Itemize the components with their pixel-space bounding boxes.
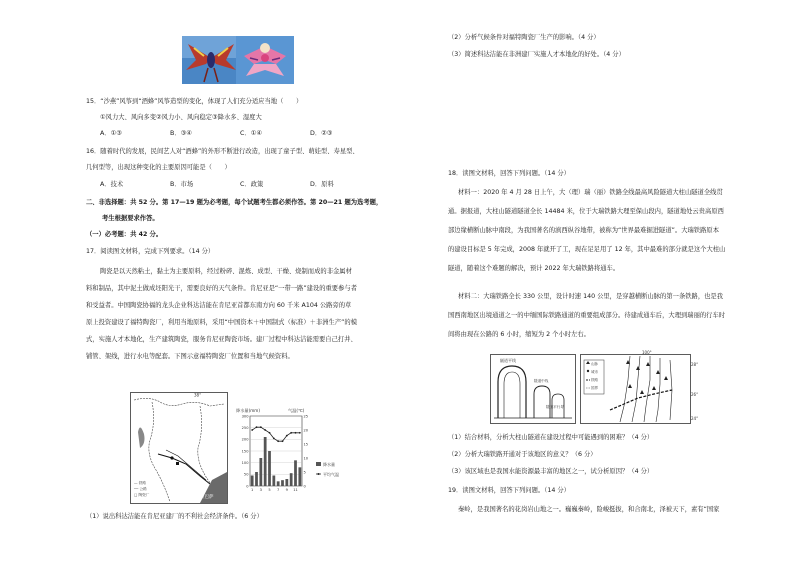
chart-x-tick-label: 5: [268, 488, 271, 492]
q17-para-line: 陶瓷是以天然粘土，黏土为主要原料，经过粉碎、混炼、成型、干燥、烧制而成的非金属材: [100, 268, 352, 275]
chart-y-tick-label: 200: [241, 437, 249, 442]
q18-sub3: （3）该区域也是我国水能资源最丰富的地区之一，试分析原因？（4 分）: [448, 468, 654, 475]
precip-bar: [298, 467, 301, 486]
temperature-point: [295, 432, 297, 434]
q15-option-c[interactable]: C．①④: [240, 130, 262, 137]
map-legend-border: 国界: [591, 386, 598, 390]
precip-bar: [285, 479, 288, 486]
fig-label-parallel: 隧道平行导: [546, 405, 564, 409]
temperature-point: [286, 435, 288, 437]
temperature-point: [299, 432, 301, 434]
precip-bar: [268, 451, 271, 486]
map-legend-factory: □ 陶瓷厂: [134, 493, 150, 497]
chart-y2-tick-label: 20: [303, 428, 309, 433]
map-latitude: 38°: [194, 392, 202, 398]
map-lat-28: 28°: [691, 362, 698, 367]
required-section-heading: （一）必考题：共 42 分。: [86, 231, 163, 238]
chart-x-tick-label: 9: [285, 488, 288, 492]
temperature-point: [256, 426, 258, 428]
map-legend-city: 城市: [591, 370, 598, 374]
temperature-point: [277, 440, 279, 442]
temperature-point: [269, 432, 271, 434]
q16-stem-line1: 16．随着时代的发展，民间艺人对“酒蜂”的外形不断进行改造，出现了童子型、萌娃型、寿星型、: [86, 148, 359, 155]
q18-sub2: （2）分析大瑞铁路开通对于该地区的意义？（6 分）: [448, 451, 597, 458]
map-lat-26: 26°: [691, 392, 698, 397]
map-label-ocean: 蒙巴萨: [200, 495, 214, 500]
map-legend-road: ── 公路: [134, 487, 147, 491]
chart-y-tick-label: 0: [246, 484, 249, 489]
legend-precip: 降水量: [323, 462, 335, 467]
chart-y-tick-label: 50: [243, 472, 249, 477]
q15-conditions: ①风力大、风向多变②风力小、风向稳定③降水多、湿度大: [100, 114, 262, 121]
chart-x-tick-label: 3: [259, 488, 262, 492]
chart-y2-tick-label: 5: [303, 470, 306, 475]
temperature-point: [264, 429, 266, 431]
chart-y2-tick-label: 15: [303, 442, 309, 447]
precip-bar: [272, 476, 275, 487]
q18-title: 18．读图文材料，回答下列问题。（14 分）: [448, 170, 570, 177]
q15-option-d[interactable]: D．②③: [310, 130, 333, 137]
map-lat-24: 24°: [691, 416, 698, 421]
q18-material1-line: 部边缘横断山脉中南段，为我国著名的滇西纵谷地带，被称为“世界最难掘进隧道”。大瑞铁路原本: [448, 227, 719, 234]
fig-label-center: 隧道中线: [534, 379, 549, 383]
q18-material1-line: 通。据报道，大柱山隧道隧道全长 14484 米，位于大瑞铁路大理至保山段内，隧道地处云贵高原西: [448, 208, 724, 215]
q17-para-line: 铺管、架线，进行水电等配套。下图示意福特陶瓷厂位置和当地气候资料。: [86, 353, 294, 360]
section-two-heading: 二、非选择题：共 52 分。第 17—19 题为必考题，每个试题考生都必须作答。第 20—21 题为选考题，: [86, 199, 383, 206]
q18-material2-line: 间将由现在公路的 6 小时，缩短为 2 个小时左右。: [448, 331, 590, 338]
precip-bar: [255, 472, 258, 486]
kite-image-left: [182, 36, 240, 84]
precip-bar: [264, 437, 267, 486]
q18-material2-line: 材料二：大瑞铁路全长 330 公里，设计时速 140 公里，是穿越横断山脉的第一条铁路，也是我: [458, 293, 724, 300]
fig-label-plane: 隧道平线: [500, 358, 516, 363]
q16-stem-line2: 几何型等，出现这种变化的主要原因可能是（ ）: [86, 164, 231, 171]
temperature-point: [282, 440, 284, 442]
q16-option-b[interactable]: B．市场: [170, 181, 194, 188]
chart-ylabel-right: 气温(℃): [288, 408, 305, 413]
temperature-line: [252, 427, 300, 441]
q16-option-d[interactable]: D．原料: [310, 181, 334, 188]
precip-bar: [294, 460, 297, 486]
q15-option-b[interactable]: B．③④: [170, 130, 192, 137]
climate-chart: [236, 406, 316, 498]
chart-y2-tick-label: 10: [303, 456, 309, 461]
kenya-location-map: [130, 392, 228, 504]
q17-para-line: 料和制品，其中泥土做成坯阳光干，需要良好的天气条件。肯尼亚是“一带一路”建设的重要参与者: [86, 285, 357, 292]
legend-temp: 平均气温: [323, 472, 339, 477]
precip-bar: [277, 481, 280, 486]
map-legend-railway: — 铁路: [134, 481, 146, 485]
tunnel-cross-section-figure: [490, 354, 576, 424]
chart-y2-tick-label: 25: [303, 414, 309, 419]
q17-sub1: （1）说出科达洁能在肯尼亚建厂的不利社会经济条件。（6 分）: [86, 513, 263, 520]
chart-y2-tick-label: 0: [303, 484, 306, 489]
q17-para-line: 原上投资建设了福特陶瓷厂，利用当地原料，采用“中国资本＋中国制式（标准）＋非洲生产”的模: [86, 319, 357, 326]
dali-ruili-railway-map: [580, 350, 698, 424]
precip-bar: [251, 476, 254, 487]
chart-y-tick-label: 100: [241, 460, 249, 465]
chart-y-tick-label: 150: [241, 449, 249, 454]
temperature-point: [251, 429, 253, 431]
climate-chart-legend: [316, 460, 346, 488]
chart-y-tick-label: 250: [241, 425, 249, 430]
precip-bar: [290, 473, 293, 486]
map-longitude: 100°: [642, 350, 652, 355]
q18-material2-line: 国西南地区出境通道之一的中缅国际铁路通道的重要组成部分。待建成通车后，大理到瑞丽的行车时: [448, 312, 726, 319]
chart-x-tick-label: 7: [277, 488, 280, 492]
q16-option-a[interactable]: A．技术: [100, 181, 124, 188]
map-legend-mountain: 山脉: [591, 362, 598, 366]
q18-material1-line: 隧道，随着这个难题的解决，预计 2022 年大瑞铁路将通车。: [448, 265, 620, 272]
temperature-point: [260, 426, 262, 428]
q17-title: 17．阅读图文材料，完成下列要求。（14 分）: [86, 248, 215, 255]
chart-x-tick-label: 1: [251, 488, 254, 492]
q17-sub2: （2）分析气候条件对福特陶瓷厂生产的影响。（4 分）: [448, 34, 600, 41]
precip-bar: [259, 458, 262, 486]
temperature-point: [273, 438, 275, 440]
q18-sub1: （1）结合材料，分析大柱山隧道在建设过程中可能遇到的困难？（4 分）: [448, 434, 654, 441]
precip-bar: [281, 480, 284, 486]
q19-title: 19．读图文材料，回答下列问题。（14 分）: [448, 487, 570, 494]
temperature-point: [290, 432, 292, 434]
q18-material1-line: 的建设目标是 5 年完成，2008 年就开了工，现在足足用了 12 年，其中最难的部分就是这个大柱山: [448, 246, 726, 253]
q16-option-c[interactable]: C．政策: [240, 181, 264, 188]
section-two-heading-cont: 考生根据要求作答。: [102, 215, 159, 222]
q18-material1-line: 材料一：2020 年 4 月 28 日上午，大（理）瑞（丽）铁路全线最高风险隧道大柱山隧道全线贯: [458, 189, 723, 196]
q17-sub3: （3）简述科达洁能在非洲建厂实施人才本地化的好处。（4 分）: [448, 51, 625, 58]
q19-para: 秦岭，是我国著名的花岗岩山地之一。巍巍秦岭，险峻挺拔，和合南北，泽被天下，素有“国家: [458, 506, 720, 513]
q17-para-line: 式，实施人才本地化，生产建筑陶瓷，服务肯尼亚陶瓷市场。建厂过程中科达洁能需要自己打井、: [86, 336, 357, 343]
chart-ylabel-left: 降水量(mm): [236, 408, 260, 413]
q15-option-a[interactable]: A．①③: [100, 130, 122, 137]
q15-stem: 15．“沙燕”风筝到“酒蜂”风筝造型的变化，体现了人们充分适应当地（ ）: [86, 98, 303, 105]
chart-y-tick-label: 300: [241, 414, 249, 419]
kite-image-right: [236, 36, 294, 84]
chart-x-tick-label: 11: [293, 488, 298, 492]
q17-para-line: 和受益者。中国陶瓷协福的龙头企业科达洁能在肯尼亚首都东南方向 60 千米 A104 公路旁的草: [86, 302, 352, 309]
map-legend-railway: 铁路: [591, 378, 598, 382]
